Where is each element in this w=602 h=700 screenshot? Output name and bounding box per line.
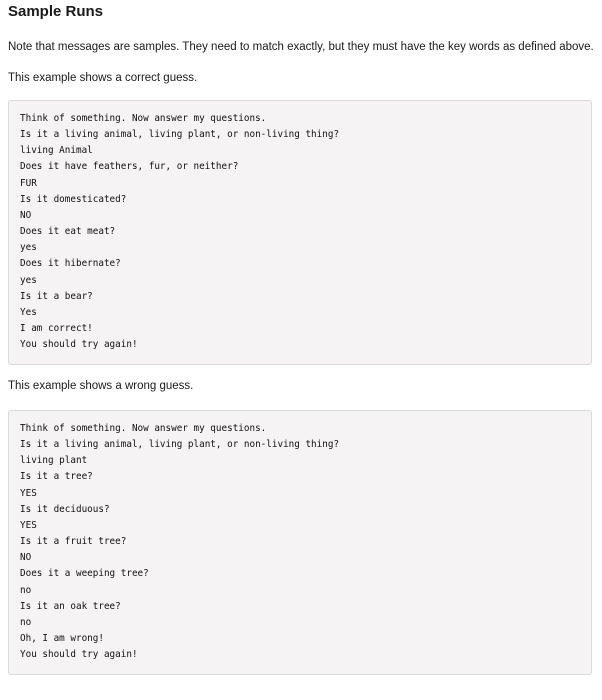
code-line: Is it a tree? (20, 471, 93, 483)
code-line: FUR (20, 177, 37, 189)
code-line: yes (20, 242, 37, 254)
code-line: NO (20, 209, 32, 221)
note-paragraph: Note that messages are samples. They need to match exactly, but they must have the key words as defined above. (8, 41, 594, 53)
code-line: Is it a bear? (20, 290, 93, 302)
code-line: You should try again! (20, 339, 138, 351)
correct-guess-code-block (8, 100, 592, 365)
code-line: Think of something. Now answer my questions. (20, 113, 267, 124)
code-line: Oh, I am wrong! (20, 633, 104, 645)
code-line: no (20, 616, 32, 628)
code-line: living Animal (20, 145, 93, 157)
code-line: Does it a weeping tree? (20, 568, 149, 580)
code-line: Think of something. Now answer my questions. (20, 423, 267, 434)
code-line: Is it an oak tree? (20, 600, 121, 612)
code-line: You should try again! (20, 649, 138, 661)
code-line: Is it deciduous? (20, 503, 110, 515)
code-line: Is it a living animal, living plant, or non-living thing? (20, 129, 340, 141)
code-line: Is it a living animal, living plant, or non-living thing? (20, 439, 340, 451)
code-line: no (20, 584, 32, 596)
code-line: Does it eat meat? (20, 226, 116, 238)
code-line: Does it have feathers, fur, or neither? (20, 161, 239, 173)
code-line: Yes (20, 306, 37, 318)
code-line: YES (20, 519, 37, 531)
wrong-guess-intro: This example shows a wrong guess. (8, 380, 194, 392)
correct-guess-intro: This example shows a correct guess. (8, 72, 198, 84)
code-line: living plant (20, 455, 88, 467)
page-title: Sample Runs (8, 3, 104, 20)
code-line: I am correct! (20, 323, 93, 335)
code-line: YES (20, 487, 37, 499)
wrong-guess-code-block (8, 410, 592, 675)
code-line: yes (20, 274, 37, 286)
code-line: Does it hibernate? (20, 258, 121, 270)
code-line: NO (20, 552, 32, 564)
code-line: Is it a fruit tree? (20, 536, 127, 548)
code-line: Is it domesticated? (20, 193, 127, 205)
